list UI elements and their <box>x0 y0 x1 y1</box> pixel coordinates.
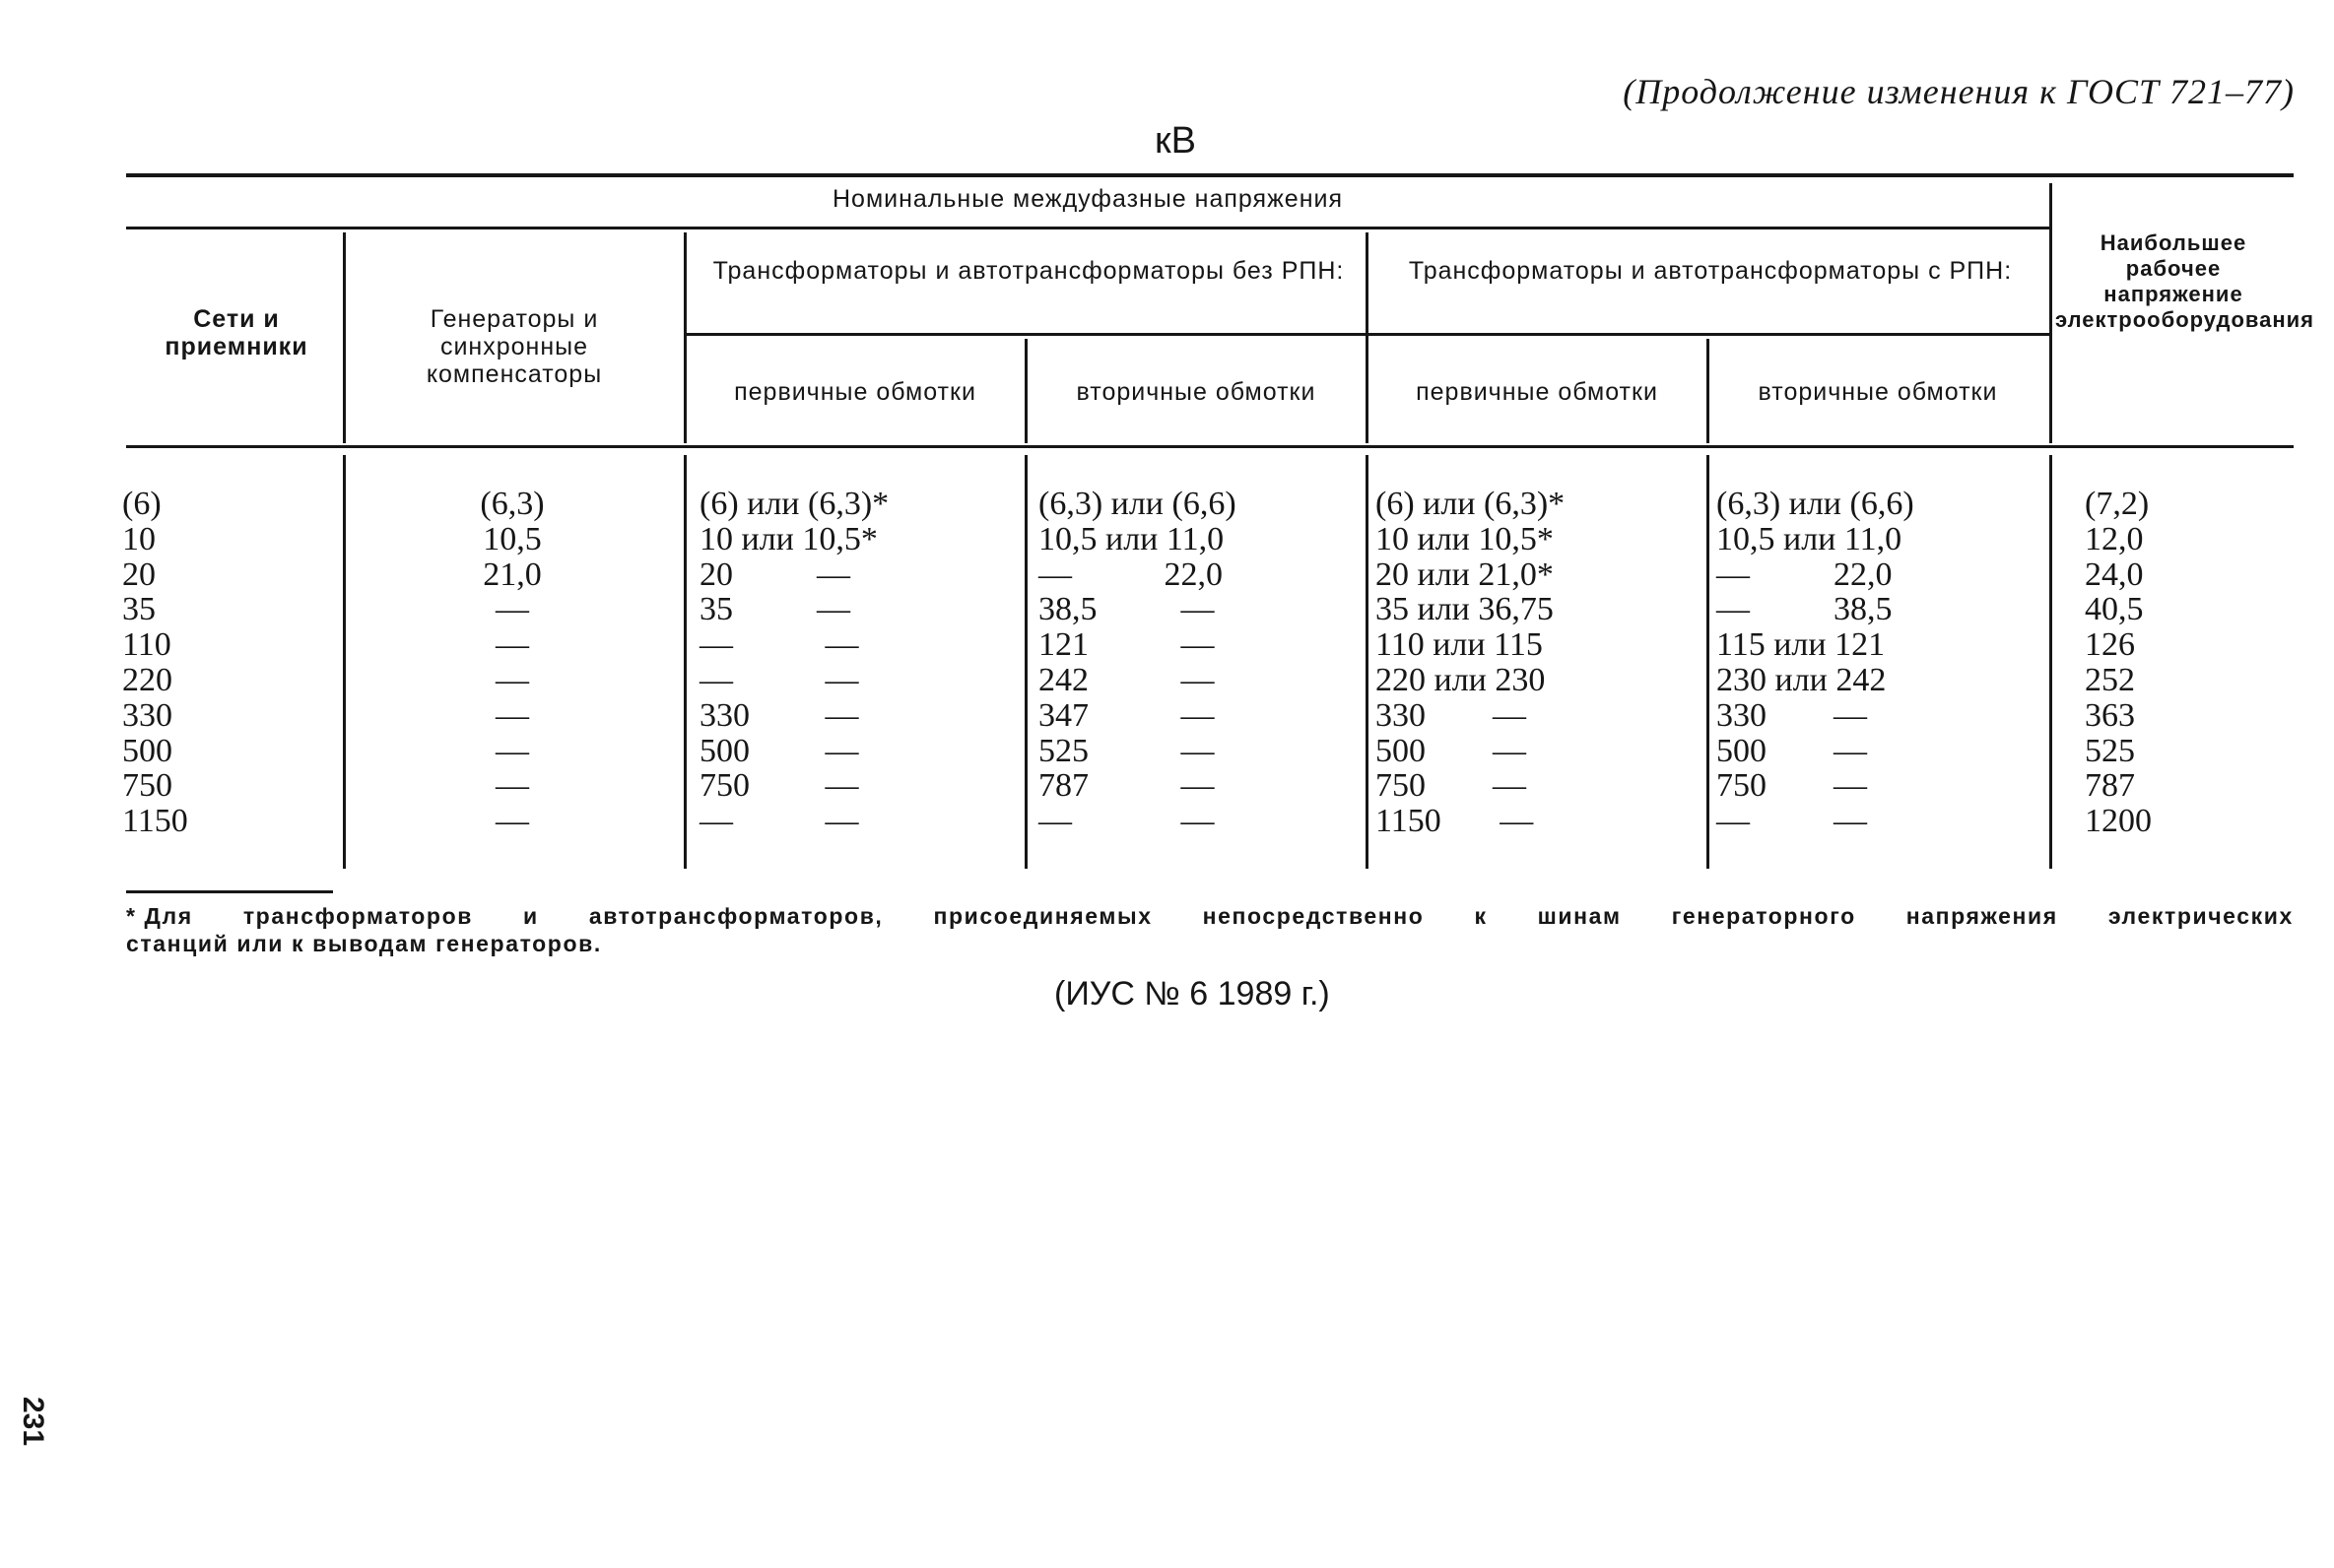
footnote-word: автотрансформаторов, <box>588 903 884 929</box>
col-t1-secondary: (6,3) или (6,6) 10,5 или 11,0 — 22,0 38,5 — 121 — 242 — 347 — 525 — 787 — — — <box>1038 486 1236 840</box>
vrule-6-body <box>2049 455 2052 869</box>
vrule-1-body <box>343 455 346 869</box>
header-t2-primary: первичные обмотки <box>1416 378 1658 406</box>
header-t1-primary: первичные обмотки <box>734 378 976 406</box>
footnote-line-1 <box>126 902 2294 930</box>
footnote-word: трансформаторов <box>242 903 473 929</box>
header-t1-secondary: вторичные обмотки <box>1076 378 1316 406</box>
vrule-1 <box>343 232 346 443</box>
footnote-word: присоединяемых <box>933 903 1153 929</box>
vrule-2 <box>684 232 687 443</box>
group-header: Номинальные междуфазные напряжения <box>832 185 1344 213</box>
footnote-word: * Для <box>126 903 193 929</box>
header-networks: Сети и приемники <box>165 305 308 360</box>
vrule-2-body <box>684 455 687 869</box>
footnote-word: электрических <box>2107 903 2294 929</box>
vrule-4-body <box>1366 455 1368 869</box>
header-trans-no-rpn: Трансформаторы и автотрансформаторы без РПН: <box>712 257 1345 285</box>
footnote-word: и <box>523 903 539 929</box>
table-top-rule <box>126 173 2294 177</box>
footnote-line-2: станций или к выводам генераторов. <box>126 931 602 956</box>
vrule-4 <box>1366 232 1368 443</box>
vrule-3 <box>1025 339 1028 443</box>
header-trans-rpn: Трансформаторы и автотрансформаторы с РПН: <box>1408 257 2013 285</box>
header-t2-secondary: вторичные обмотки <box>1758 378 1998 406</box>
footnote-word: к <box>1474 903 1488 929</box>
col-t2-primary: (6) или (6,3)* 10 или 10,5* 20 или 21,0* 35 или 36,75 110 или 115 220 или 230 330 — 500 — 750 — 1150 — <box>1375 486 1566 840</box>
col-t2-secondary: (6,3) или (6,6) 10,5 или 11,0 — 22,0 — 38,5 115 или 121 230 или 242 330 — 500 — 750 — — — <box>1716 486 1914 840</box>
footnote-word: шинам <box>1537 903 1622 929</box>
source-reference: (ИУС № 6 1989 г.) <box>1054 975 1330 1013</box>
vrule-5-body <box>1706 455 1709 869</box>
footnote-rule <box>126 890 333 893</box>
footnote-word: генераторного <box>1671 903 1856 929</box>
unit-label: кВ <box>1155 120 1196 162</box>
col-generators: (6,3) 10,5 21,0 — — — — — — — <box>480 486 545 840</box>
vrule-3-body <box>1025 455 1028 869</box>
vrule-6 <box>2049 183 2052 443</box>
header-max-voltage: Наибольшее рабочее напряжение электрооборудования <box>2055 230 2315 332</box>
header-generators: Генераторы и синхронные компенсаторы <box>426 305 603 388</box>
group-header-rule <box>126 227 2049 229</box>
col-max-voltage: (7,2) 12,0 24,0 40,5 126 252 363 525 787 1200 <box>2085 486 2152 840</box>
vrule-5 <box>1706 339 1709 443</box>
page-number: 231 <box>17 1397 49 1447</box>
footnote <box>126 902 2294 957</box>
continuation-header: (Продолжение изменения к ГОСТ 721–77) <box>1623 72 2295 111</box>
col-t1-primary: (6) или (6,3)* 10 или 10,5* 20 — 35 — — — — — 330 — 500 — 750 — — — <box>700 486 890 840</box>
footnote-word: непосредственно <box>1202 903 1425 929</box>
footnote-word: напряжения <box>1905 903 2058 929</box>
col-networks: (6) 10 20 35 110 220 330 500 750 1150 <box>122 486 188 840</box>
header-bottom-rule <box>126 445 2294 448</box>
